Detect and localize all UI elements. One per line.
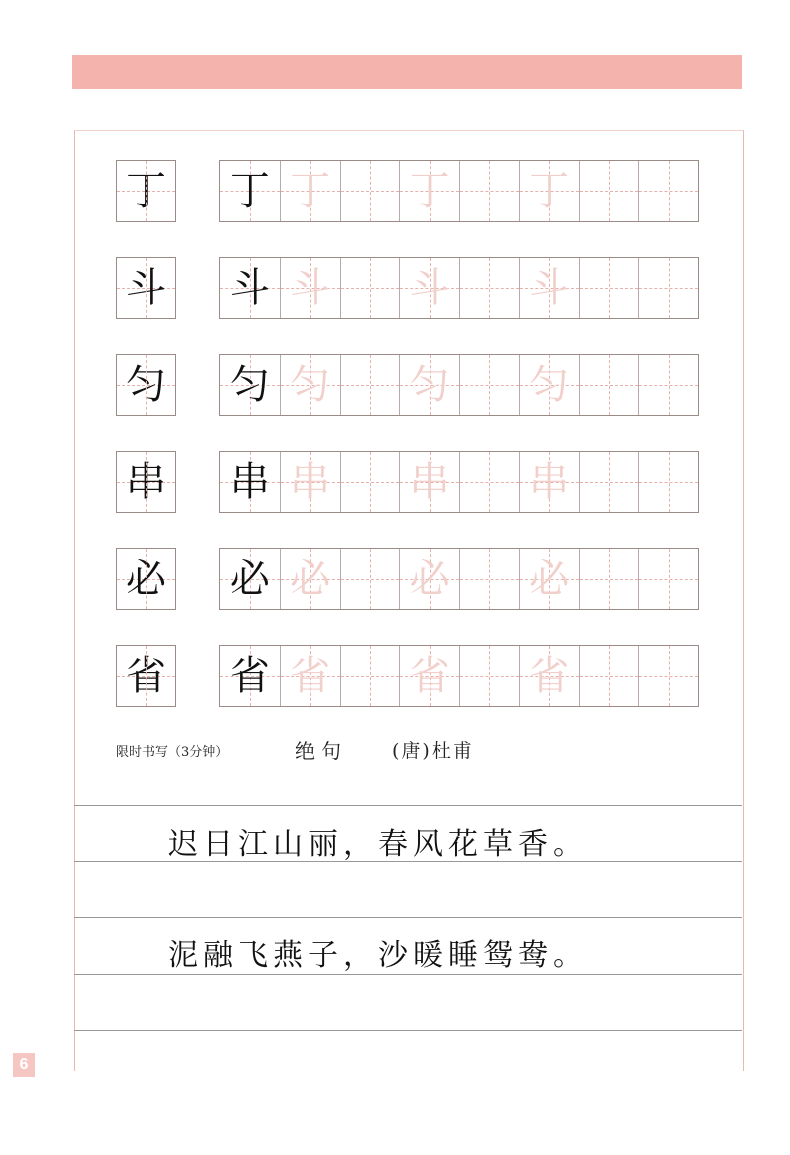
practice-cell[interactable]	[340, 452, 400, 512]
practice-cell[interactable]	[579, 258, 639, 318]
example-character: 匀	[229, 362, 270, 408]
practice-cell[interactable]	[519, 646, 579, 706]
practice-cell[interactable]	[579, 452, 639, 512]
practice-cell[interactable]	[638, 258, 698, 318]
practice-strip	[219, 257, 699, 319]
model-character: 匀	[126, 362, 166, 408]
model-character: 必	[126, 556, 166, 602]
model-character-cell	[116, 451, 176, 513]
trace-character	[341, 258, 400, 318]
trace-character	[580, 452, 639, 512]
poem-line-1: 迟日江山丽，春风花草香。	[168, 827, 588, 862]
practice-cell[interactable]	[459, 549, 519, 609]
trace-character	[580, 549, 639, 609]
trace-character	[341, 452, 400, 512]
writing-line	[74, 917, 742, 918]
practice-strip	[219, 354, 699, 416]
trace-character: 斗	[529, 265, 570, 311]
trace-character: 丁	[529, 168, 570, 214]
trace-character: 丁	[409, 168, 450, 214]
example-character: 丁	[229, 168, 270, 214]
trace-character	[341, 355, 400, 415]
writing-line	[74, 805, 742, 806]
trace-character	[460, 549, 519, 609]
practice-cell[interactable]	[459, 258, 519, 318]
trace-character: 省	[409, 653, 450, 699]
practice-row	[0, 645, 790, 707]
model-character-cell	[116, 257, 176, 319]
model-character-cell	[116, 354, 176, 416]
practice-cell[interactable]	[220, 355, 280, 415]
poem-line-2: 泥融飞燕子，沙暖睡鸳鸯。	[168, 938, 588, 973]
page-number: 6	[13, 1053, 35, 1077]
example-character: 必	[229, 556, 270, 602]
practice-strip	[219, 160, 699, 222]
practice-cell[interactable]	[399, 549, 459, 609]
timed-writing-label: 限时书写（3分钟）	[116, 745, 229, 760]
trace-character: 丁	[290, 168, 331, 214]
example-character: 串	[229, 459, 270, 505]
practice-cell[interactable]	[459, 161, 519, 221]
trace-character	[460, 258, 519, 318]
practice-cell[interactable]	[280, 452, 340, 512]
model-character-cell	[116, 645, 176, 707]
practice-cell[interactable]	[519, 549, 579, 609]
practice-cell[interactable]	[459, 646, 519, 706]
practice-cell[interactable]	[280, 549, 340, 609]
trace-character	[460, 355, 519, 415]
practice-cell[interactable]	[280, 646, 340, 706]
practice-cell[interactable]	[220, 161, 280, 221]
practice-cell[interactable]	[399, 452, 459, 512]
practice-cell[interactable]	[519, 258, 579, 318]
practice-cell[interactable]	[220, 549, 280, 609]
practice-cell[interactable]	[638, 452, 698, 512]
trace-character	[580, 258, 639, 318]
trace-character: 匀	[529, 362, 570, 408]
practice-cell[interactable]	[579, 161, 639, 221]
trace-character: 串	[529, 459, 570, 505]
writing-line	[74, 974, 742, 975]
practice-cell[interactable]	[399, 646, 459, 706]
practice-cell[interactable]	[638, 355, 698, 415]
model-character: 省	[126, 653, 166, 699]
trace-character: 必	[529, 556, 570, 602]
model-character: 丁	[126, 168, 166, 214]
practice-cell[interactable]	[459, 355, 519, 415]
practice-cell[interactable]	[280, 355, 340, 415]
trace-character	[580, 161, 639, 221]
trace-character	[460, 646, 519, 706]
trace-character: 必	[409, 556, 450, 602]
trace-character	[639, 258, 698, 318]
model-character-cell	[116, 548, 176, 610]
practice-cell[interactable]	[638, 549, 698, 609]
trace-character	[639, 355, 698, 415]
trace-character	[639, 549, 698, 609]
practice-row	[0, 354, 790, 416]
practice-cell[interactable]	[220, 258, 280, 318]
practice-cell[interactable]	[280, 161, 340, 221]
trace-character: 匀	[409, 362, 450, 408]
practice-cell[interactable]	[340, 258, 400, 318]
practice-cell[interactable]	[519, 161, 579, 221]
practice-strip	[219, 645, 699, 707]
practice-row	[0, 451, 790, 513]
trace-character	[639, 161, 698, 221]
trace-character: 串	[290, 459, 331, 505]
practice-cell[interactable]	[519, 452, 579, 512]
trace-character	[341, 549, 400, 609]
trace-character	[341, 646, 400, 706]
trace-character	[639, 452, 698, 512]
practice-cell[interactable]	[638, 646, 698, 706]
practice-cell[interactable]	[280, 258, 340, 318]
practice-cell[interactable]	[579, 549, 639, 609]
practice-cell[interactable]	[340, 161, 400, 221]
header-band	[72, 55, 742, 89]
practice-row	[0, 548, 790, 610]
practice-cell[interactable]	[340, 549, 400, 609]
trace-character: 斗	[290, 265, 331, 311]
example-character: 斗	[229, 265, 270, 311]
example-character: 省	[229, 653, 270, 699]
trace-character: 省	[290, 653, 331, 699]
trace-character	[580, 355, 639, 415]
practice-row	[0, 160, 790, 222]
trace-character: 斗	[409, 265, 450, 311]
model-character: 串	[126, 459, 166, 505]
practice-cell[interactable]	[399, 161, 459, 221]
model-character: 斗	[126, 265, 166, 311]
practice-cell[interactable]	[519, 355, 579, 415]
trace-character	[580, 646, 639, 706]
practice-cell[interactable]	[579, 646, 639, 706]
practice-cell[interactable]	[459, 452, 519, 512]
trace-character	[341, 161, 400, 221]
practice-cell[interactable]	[579, 355, 639, 415]
trace-character: 串	[409, 459, 450, 505]
practice-row	[0, 257, 790, 319]
trace-character	[460, 161, 519, 221]
practice-cell[interactable]	[220, 646, 280, 706]
practice-strip	[219, 548, 699, 610]
practice-cell[interactable]	[340, 646, 400, 706]
practice-cell[interactable]	[220, 452, 280, 512]
practice-cell[interactable]	[638, 161, 698, 221]
trace-character: 必	[290, 556, 331, 602]
poem-title: 绝句	[295, 739, 347, 763]
practice-cell[interactable]	[340, 355, 400, 415]
trace-character: 省	[529, 653, 570, 699]
poem-author: (唐)杜甫	[392, 740, 474, 762]
practice-cell[interactable]	[399, 355, 459, 415]
trace-character: 匀	[290, 362, 331, 408]
trace-character	[639, 646, 698, 706]
model-character-cell	[116, 160, 176, 222]
writing-line	[74, 1030, 742, 1031]
practice-cell[interactable]	[399, 258, 459, 318]
trace-character	[460, 452, 519, 512]
practice-strip	[219, 451, 699, 513]
